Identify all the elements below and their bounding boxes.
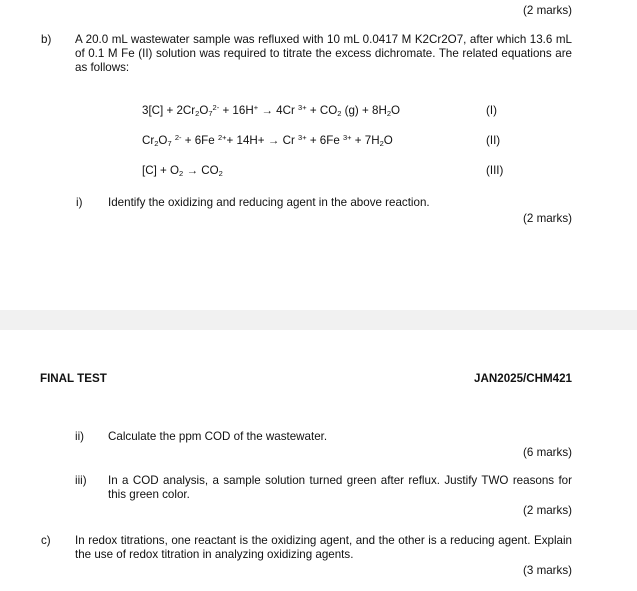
question-b-text: A 20.0 mL wastewater sample was refluxed with 10 mL 0.0417 M K2Cr2O7, after which 13.6 mL of 0.1 M Fe (II) solution was required to titrate the excess dichromate. The related equations are as follows: [75,33,572,74]
marks-top: (2 marks) [523,4,572,17]
question-c-text: In redox titrations, one reactant is the oxidizing agent, and the other is a reducing agent. Explain the use of redox titration in analyzing oxidizing agents. [75,534,572,561]
equation-2: $Cr_2O_7$ $^{2-}$ + 6Fe $^{2+}$+ 14H+ → Cr $^{3+}$ + 6Fe $^{3+} + 7H_2O$ [142,133,393,148]
question-i-marks: (2 marks) [523,212,572,225]
question-c-label: c) [41,534,51,547]
question-iii-text: In a COD analysis, a sample solution turned green after reflux. Justify TWO reasons for this green color. [108,474,572,501]
equation-1-number: (I) [486,104,497,117]
equation-1: $3[C] + 2Cr_2O_7^{2-} + 16H^+ \to 4Cr$ $^{3+} + CO_2$ $(g) + 8H_2O$ [142,103,401,118]
equation-3: $[C] + O_2 \to CO_2$ [142,164,223,178]
question-iii-label: iii) [75,474,87,487]
question-i-label: i) [76,196,83,209]
header-left: FINAL TEST [40,372,107,385]
question-iii-marks: (2 marks) [523,504,572,517]
question-ii-text: Calculate the ppm COD of the wastewater. [108,430,328,443]
question-ii-marks: (6 marks) [523,446,572,459]
equation-2-number: (II) [486,134,501,147]
page-separator [0,310,637,330]
question-b-label: b) [41,33,52,46]
equation-3-number: (III) [486,164,504,177]
question-ii-label: ii) [75,430,85,443]
question-c-marks: (3 marks) [523,564,572,577]
question-i-text: Identify the oxidizing and reducing agent in the above reaction. [108,196,430,209]
header-right: JAN2025/CHM421 [474,372,572,385]
